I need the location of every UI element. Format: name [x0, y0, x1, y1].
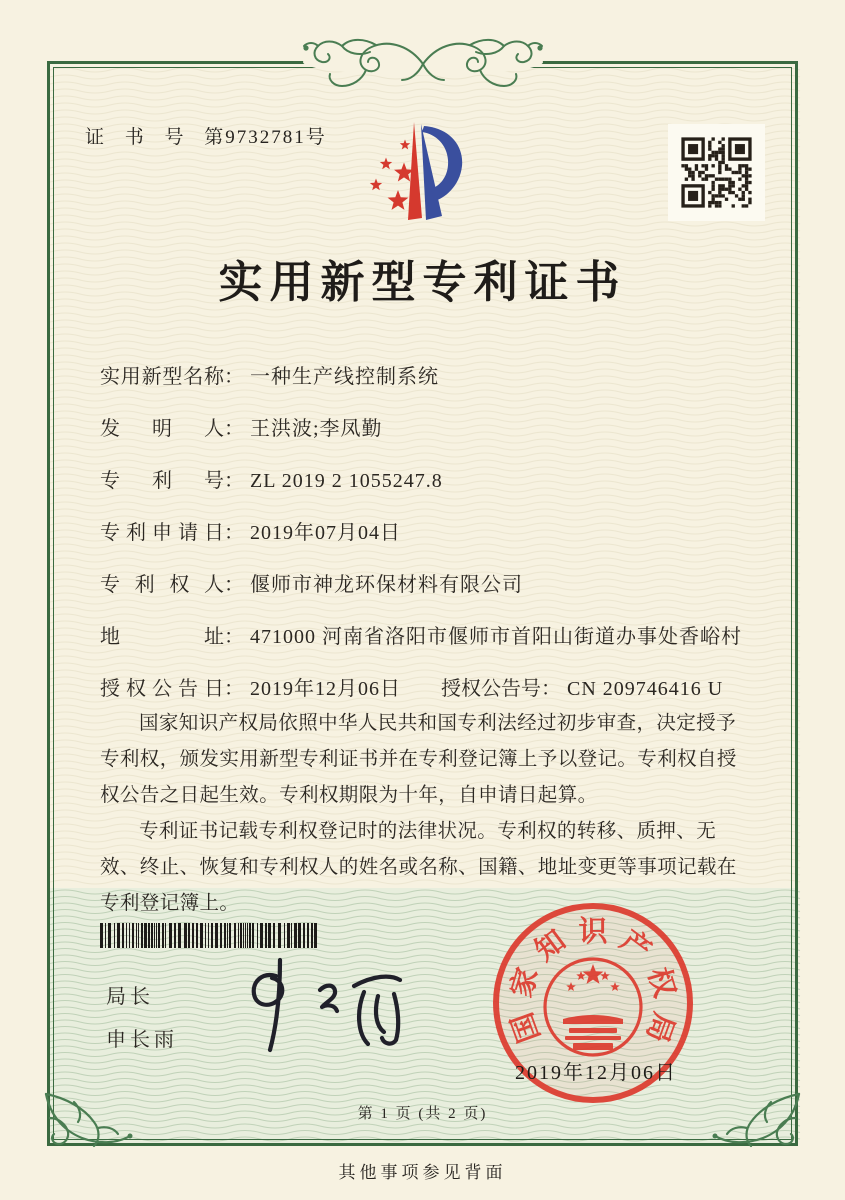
- field-colon: ：: [224, 678, 244, 700]
- svg-text:局: 局: [639, 1008, 680, 1047]
- back-note: 其他事项参见背面: [338, 1163, 507, 1182]
- field-label: 地址: [100, 626, 224, 648]
- page-number: 第 1 页 (共 2 页): [357, 1106, 488, 1122]
- field-row-patent-no: [100, 466, 760, 496]
- field-colon: ：: [224, 522, 244, 544]
- field-value: 2019年12月06日: [250, 678, 401, 700]
- certificate-number-value: 第9732781号: [204, 127, 327, 148]
- field-value: 一种生产线控制系统: [250, 366, 439, 388]
- dragon-ornament-icon: [298, 34, 548, 98]
- paragraph: 专利证书记载专利权登记时的法律状况。专利权的转移、质押、无效、终止、恢复和专利权人的姓名或名称、国籍、地址变更等事项记载在专利登记簿上。: [100, 821, 737, 914]
- field-label: 专利权人: [100, 574, 224, 596]
- field-colon: ：: [224, 574, 244, 596]
- field-row-address: [100, 622, 760, 652]
- field-row-inventor: [100, 414, 760, 444]
- seal-date: 2019年12月06日: [515, 1062, 677, 1084]
- signature-icon: [228, 946, 408, 1066]
- certificate-number-label: 证 书 号: [85, 127, 192, 148]
- paragraph: 国家知识产权局依照中华人民共和国专利法经过初步审查，决定授予专利权，颁发实用新型专利证书并在专利登记簿上予以登记。专利权自授权公告之日起生效。专利权期限为十年，自申请日起算。: [100, 713, 737, 806]
- field-colon: ：: [224, 418, 244, 440]
- svg-text:知: 知: [529, 924, 572, 968]
- certificate-title: 实用新型专利证书: [218, 258, 627, 307]
- field-value: CN 209746416 U: [567, 678, 724, 700]
- field-colon: ：: [224, 470, 244, 492]
- field-label: 实用新型名称: [100, 366, 224, 388]
- field-colon: ：: [224, 626, 244, 648]
- field-colon: ：: [224, 366, 244, 388]
- field-value: 471000 河南省洛阳市偃师市首阳山街道办事处香峪村: [250, 626, 742, 648]
- field-colon: ：: [541, 678, 561, 700]
- svg-text:产: 产: [614, 924, 657, 968]
- field-label: 专利申请日: [100, 522, 224, 544]
- svg-text:家: 家: [505, 964, 545, 1002]
- field-label: 授权公告号: [441, 678, 541, 700]
- field-row-grant: [100, 674, 760, 704]
- certificate-fields: [100, 362, 760, 726]
- certificate-number: [85, 122, 327, 149]
- field-row-name: [100, 362, 760, 392]
- legal-paragraphs: [100, 706, 752, 922]
- field-value: 偃师市神龙环保材料有限公司: [250, 574, 523, 596]
- field-value: 2019年07月04日: [250, 522, 401, 544]
- field-label: 授权公告日: [100, 678, 224, 700]
- commissioner-name: 申长雨: [106, 1029, 178, 1051]
- svg-text:国: 国: [506, 1008, 547, 1047]
- svg-text:权: 权: [641, 964, 681, 1002]
- grant-number-pair: [441, 678, 723, 700]
- commissioner-title: 局长: [106, 986, 154, 1008]
- field-row-patentee: [100, 570, 760, 600]
- svg-text:识: 识: [578, 916, 608, 948]
- field-value: 王洪波;李凤勤: [250, 418, 383, 440]
- field-row-filing-date: [100, 518, 760, 548]
- field-label: 专利号: [100, 470, 224, 492]
- field-label: 发明人: [100, 418, 224, 440]
- barcode-icon: [100, 923, 322, 948]
- cnipa-logo-icon: [348, 108, 518, 236]
- qr-code-icon: [668, 124, 765, 221]
- field-value: ZL 2019 2 1055247.8: [250, 470, 443, 492]
